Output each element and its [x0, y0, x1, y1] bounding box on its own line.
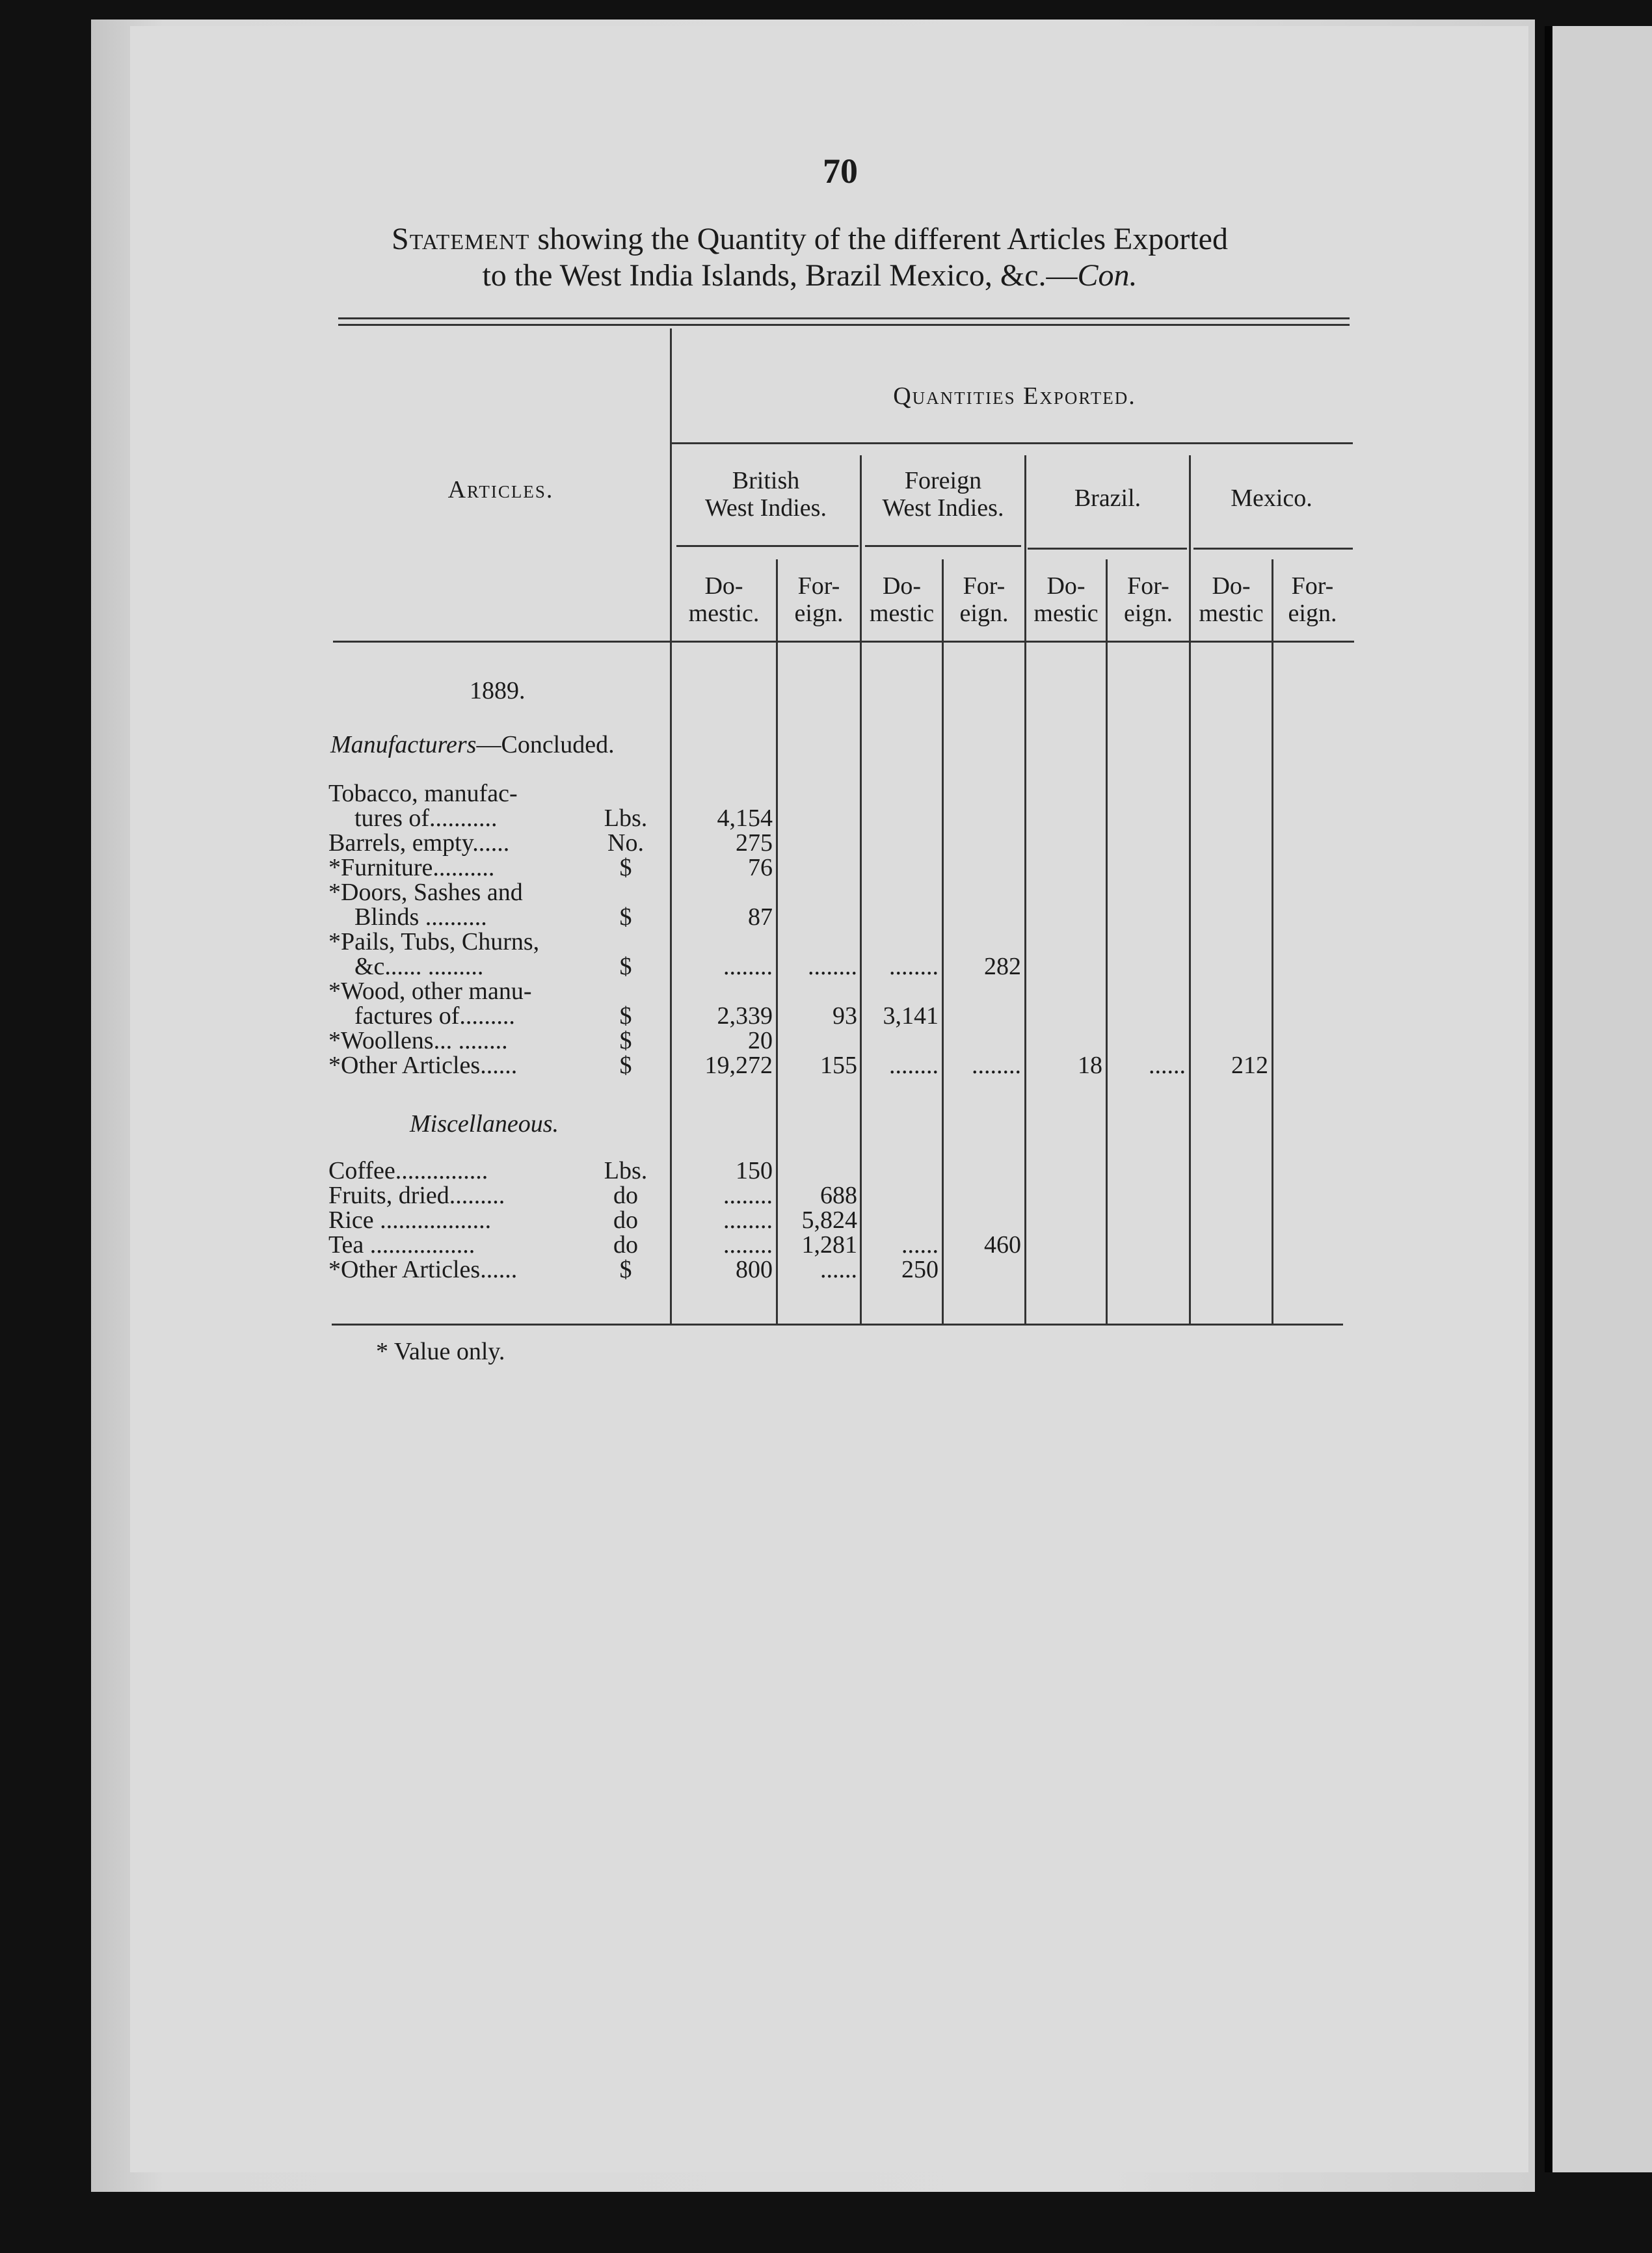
row-unit: $ [619, 1027, 632, 1054]
table-cell: 800 [736, 1256, 773, 1283]
table-cell: ........ [889, 1052, 939, 1079]
row-label: tures of........... [354, 805, 498, 832]
row-unit: $ [619, 1052, 632, 1079]
header-bottom-rule [333, 641, 1354, 643]
row-label: *Furniture.......... [328, 854, 495, 881]
foreign-rule [865, 545, 1021, 547]
col-divider-3 [942, 559, 944, 1324]
table-cell: ........ [972, 1052, 1021, 1079]
subcol-foreign-foreign: For- eign. [959, 572, 1009, 627]
table-cell: 20 [748, 1027, 773, 1054]
book-page [130, 26, 1528, 2172]
col-divider-articles [670, 328, 672, 1324]
table-cell: ........ [889, 953, 939, 980]
row-label: *Pails, Tubs, Churns, [328, 928, 540, 955]
mexico-rule [1193, 548, 1353, 550]
row-unit: No. [607, 829, 644, 857]
row-unit: Lbs. [604, 1157, 648, 1184]
row-label: Coffee............... [328, 1157, 488, 1184]
section-miscellaneous: Miscellaneous. [410, 1110, 559, 1138]
title-line2: to the West India Islands, Brazil Mexico, &c.— [482, 258, 1078, 293]
subcol-mexico-foreign: For- eign. [1288, 572, 1337, 627]
title-line2-italic: Con. [1077, 258, 1138, 293]
subcol-brazil-foreign: For- eign. [1124, 572, 1173, 627]
table-cell: 5,824 [801, 1206, 857, 1234]
row-label: Blinds .......... [354, 903, 487, 931]
table-cell: ...... [820, 1256, 857, 1283]
table-cell: ........ [723, 1206, 773, 1234]
group-brazil: Brazil. [1074, 485, 1141, 512]
subcol-brazil-domestic: Do- mestic [1033, 572, 1099, 627]
table-cell: ........ [723, 1182, 773, 1209]
row-label: Tobacco, manufac- [328, 780, 518, 807]
year-label: 1889. [470, 677, 526, 704]
row-label: &c...... ......... [354, 953, 484, 980]
quantities-exported-header: Quantities Exported. [893, 382, 1136, 410]
row-label: *Wood, other manu- [328, 978, 532, 1005]
section-manufacturers: Manufacturers—Concluded. [330, 731, 615, 758]
group-foreign-west-indies: Foreign West Indies. [882, 467, 1004, 522]
row-unit: $ [619, 1002, 632, 1030]
table-cell: 275 [736, 829, 773, 857]
table-cell: 1,281 [801, 1231, 857, 1259]
statement-title [195, 221, 1424, 294]
page-number: 70 [823, 152, 858, 191]
row-label: *Other Articles...... [328, 1256, 518, 1283]
subcol-foreign-domestic: Do- mestic [869, 572, 935, 627]
top-rule [338, 317, 1350, 319]
table-cell: 282 [984, 953, 1021, 980]
table-cell: ........ [723, 953, 773, 980]
quantities-rule [670, 442, 1353, 444]
brazil-rule [1028, 548, 1187, 550]
table-cell: 460 [984, 1231, 1021, 1259]
table-cell: 250 [901, 1256, 939, 1283]
group-mexico: Mexico. [1231, 485, 1312, 512]
row-unit: $ [619, 1256, 632, 1283]
row-label: *Doors, Sashes and [328, 879, 523, 906]
table-cell: 4,154 [717, 805, 773, 832]
table-bottom-rule [332, 1324, 1343, 1326]
table-cell: 2,339 [717, 1002, 773, 1030]
table-cell: ...... [1149, 1052, 1186, 1079]
title-statement-word: Statement [392, 222, 530, 256]
row-label: *Other Articles...... [328, 1052, 518, 1079]
table-cell: 18 [1078, 1052, 1102, 1079]
row-unit: $ [619, 953, 632, 980]
title-line1: showing the Quantity of the different Articles Exported [529, 222, 1228, 256]
table-cell: 87 [748, 903, 773, 931]
group-british-west-indies: British West Indies. [705, 467, 827, 522]
col-divider-7 [1272, 559, 1273, 1324]
table-cell: ...... [901, 1231, 939, 1259]
table-cell: 19,272 [704, 1052, 773, 1079]
row-label: Rice .................. [328, 1206, 492, 1234]
row-unit: $ [619, 903, 632, 931]
facing-page-edge [1545, 26, 1652, 2172]
col-divider-5 [1106, 559, 1108, 1324]
row-label: Fruits, dried......... [328, 1182, 505, 1209]
subcol-mexico-domestic: Do- mestic [1199, 572, 1264, 627]
row-unit: do [613, 1206, 638, 1234]
table-cell: 150 [736, 1157, 773, 1184]
row-unit: Lbs. [604, 805, 648, 832]
table-cell: 688 [820, 1182, 857, 1209]
table-cell: 76 [748, 854, 773, 881]
row-label: Barrels, empty...... [328, 829, 510, 857]
row-unit: $ [619, 854, 632, 881]
table-cell: ........ [808, 953, 857, 980]
subcol-british-domestic: Do- mestic. [688, 572, 760, 627]
articles-header: Articles. [447, 476, 554, 503]
row-unit: do [613, 1182, 638, 1209]
table-cell: 3,141 [883, 1002, 939, 1030]
subcol-british-foreign: For- eign. [794, 572, 844, 627]
row-label: *Woollens... ........ [328, 1027, 508, 1054]
row-label: Tea ................. [328, 1231, 475, 1259]
table-cell: 212 [1231, 1052, 1268, 1079]
row-label: factures of......... [354, 1002, 515, 1030]
british-rule [676, 545, 859, 547]
top-rule-second [338, 324, 1350, 326]
footnote: * Value only. [376, 1338, 505, 1365]
table-cell: 93 [833, 1002, 857, 1030]
row-unit: do [613, 1231, 638, 1259]
table-cell: 155 [820, 1052, 857, 1079]
table-cell: ........ [723, 1231, 773, 1259]
